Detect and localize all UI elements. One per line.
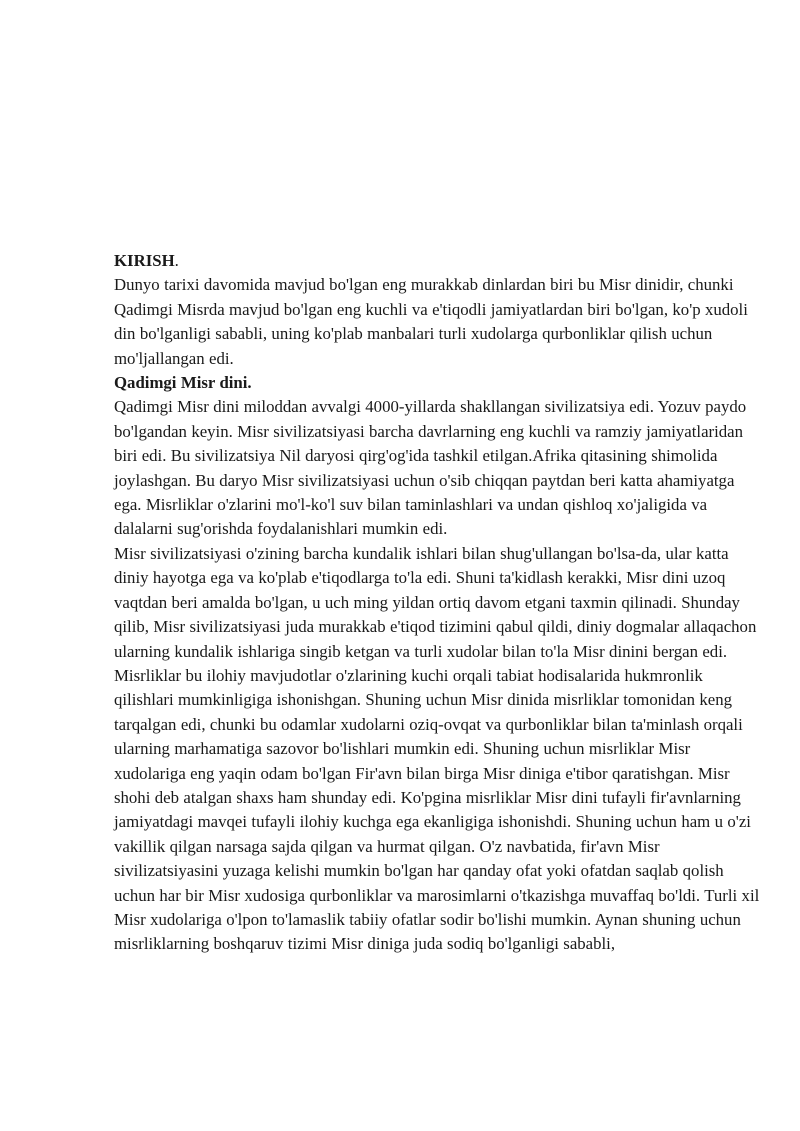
document-body — [114, 249, 764, 957]
intro-heading-suffix: . — [174, 251, 179, 270]
intro-heading: KIRISH — [114, 251, 175, 270]
intro-paragraph: Dunyo tarixi davomida mavjud bo'lgan eng murakkab dinlardan biri bu Misr dinidir, chunki Qadimgi Misrda mavjud bo'lgan eng kuchli va e'tiqodli jamiyatlardan biri bo'lgan, ko'p xudoli din bo'lganligi sababli, uning ko'plab manbalari turli xudolarga qurbonliklar qilish uchun mo'ljallangan edi. — [114, 275, 748, 368]
body-paragraph-2: Misr sivilizatsiyasi o'zining barcha kundalik ishlari bilan shug'ullangan bo'lsa-da, ular katta diniy hayotga ega va ko'plab e'tiqodlarga to'la edi. Shuni ta'kidlash kerakki, Misr dini uzoq vaqtdan beri amalda bo'lgan, u uch ming yildan ortiq davom etgani taxmin qilinadi. Shunday qilib, Misr sivilizatsiyasi juda murakkab e'tiqod tizimini qabul qildi, diniy dogmalar allaqachon ularning kundalik ishlariga singib ketgan va turli xudolar bilan to'la Misr dinini bergan edi. Misrliklar bu ilohiy mavjudotlar o'zlarining kuchi orqali tabiat hodisalarida hukmronlik qilishlari mumkinligiga ishonishgan. Shuning uchun Misr dinida misrliklar tomonidan keng tarqalgan edi, chunki bu odamlar xudolarni oziq-ovqat va qurbonliklar bilan ta'minlash orqali ularning marhamatiga sazovor bo'lishlari mumkin edi. Shuning uchun misrliklar Misr xudolariga eng yaqin odam bo'lgan Fir'avn bilan birga Misr diniga e'tibor qaratishgan. Misr shohi deb atalgan shaxs ham shunday edi. Ko'pgina misrliklar Misr dini tufayli fir'avnlarning jamiyatdagi mavqei tufayli ilohiy kuchga ega ekanligiga ishonishdi. Shuning uchun ham u o'zi vakillik qilgan narsaga sajda qilgan va hurmat qilgan. O'z navbatida, fir'avn Misr sivilizatsiyasini yuzaga kelishi mumkin bo'lgan har qanday ofat yoki ofatdan saqlab qolish uchun har bir Misr xudosiga qurbonliklar va marosimlarni o'tkazishga muvaffaq bo'ldi. Turli xil Misr xudolariga o'lpon to'lamaslik tabiiy ofatlar sodir bo'lishi mumkin. Aynan shuning uchun misrliklarning boshqaruv tizimi Misr diniga juda sodiq bo'lganligi sababli, — [114, 543, 760, 954]
body-paragraph-1: Qadimgi Misr dini miloddan avvalgi 4000-yillarda shakllangan sivilizatsiya edi. Yozuv paydo bo'lgandan keyin. Misr sivilizatsiyasi barcha davrlarning eng kuchli va ramziy jamiyatlaridan biri edi. Bu sivilizatsiya Nil daryosi qirg'og'ida tashkil etilgan.Afrika qitasining shimolida joylashgan. Bu daryo Misr sivilizatsiyasi uchun o'sib chiqqan paytdan beri katta ahamiyatga ega. Misrliklar o'zlarini mo'l-ko'l suv bilan taminlashlari va undan qishloq xo'jaligida va dalalarni sug'orishda foydalanishlari mumkin edi. — [114, 397, 747, 539]
intro-heading-line — [114, 249, 764, 273]
section-heading: Qadimgi Misr dini. — [114, 373, 252, 393]
